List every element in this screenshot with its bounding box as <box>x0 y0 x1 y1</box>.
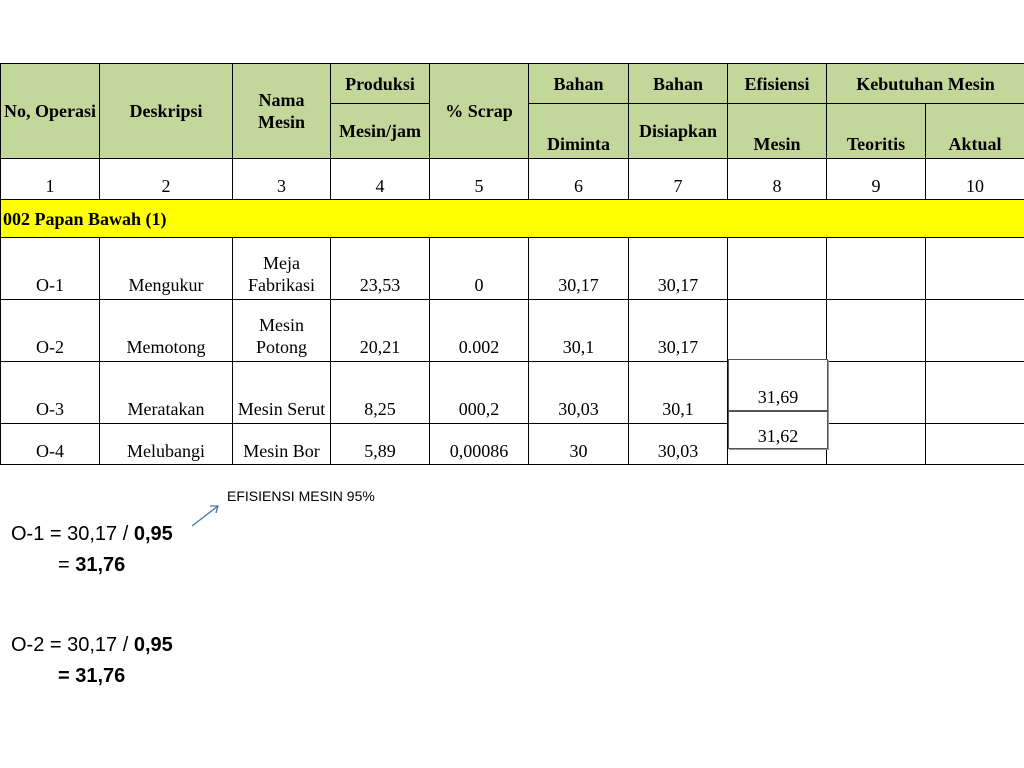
table-row <box>1 424 1024 465</box>
cell-mesin: Mesin Potong <box>233 300 331 362</box>
cell-deskripsi: Mengukur <box>100 238 233 300</box>
cell-aktual <box>926 238 1024 300</box>
column-number: 8 <box>728 159 827 200</box>
cell-diminta: 30,03 <box>529 362 629 424</box>
cell-scrap: 0 <box>430 238 529 300</box>
section-title: 002 Papan Bawah (1) <box>1 200 1024 238</box>
cell-mesin: Meja Fabrikasi <box>233 238 331 300</box>
cell-scrap: 000,2 <box>430 362 529 424</box>
column-number: 2 <box>100 159 233 200</box>
cell-teoritis <box>827 362 926 424</box>
column-number: 4 <box>331 159 430 200</box>
cell-scrap: 0.002 <box>430 300 529 362</box>
column-number: 6 <box>529 159 629 200</box>
header-mesin: Mesin <box>728 104 827 159</box>
efisiensi-label: EFISIENSI MESIN 95% <box>227 488 375 504</box>
column-number: 7 <box>629 159 728 200</box>
efisiensi-overlay-box-2 <box>728 411 828 449</box>
cell-disiapkan: 30,17 <box>629 238 728 300</box>
calc-o1-result: 31,76 <box>75 554 126 576</box>
cell-teoritis <box>827 300 926 362</box>
column-number: 10 <box>926 159 1024 200</box>
header-deskripsi: Deskripsi <box>100 64 233 159</box>
calc-o2-result: = 31,76 <box>58 665 126 687</box>
cell-teoritis <box>827 424 926 465</box>
header-bahan-2: Bahan <box>629 64 728 104</box>
calc-o1-expression: O-1 = 30,17 / <box>11 523 134 545</box>
header-kebutuhan-mesin: Kebutuhan Mesin <box>827 64 1024 104</box>
cell-efisiensi <box>728 238 827 300</box>
efisiensi-overlay-value-2: 31,62 <box>757 426 799 446</box>
cell-disiapkan: 30,03 <box>629 424 728 465</box>
header-bahan-1: Bahan <box>529 64 629 104</box>
cell-diminta: 30,1 <box>529 300 629 362</box>
cell-disiapkan: 30,17 <box>629 300 728 362</box>
cell-diminta: 30 <box>529 424 629 465</box>
efisiensi-overlay-value-1: 31,69 <box>757 387 799 407</box>
column-number: 3 <box>233 159 331 200</box>
cell-no: O-1 <box>1 238 100 300</box>
column-number: 1 <box>1 159 100 200</box>
cell-scrap: 0,00086 <box>430 424 529 465</box>
section-row <box>1 200 1024 238</box>
table-row <box>1 300 1024 362</box>
header-produksi: Produksi <box>331 64 430 104</box>
column-number: 5 <box>430 159 529 200</box>
cell-diminta: 30,17 <box>529 238 629 300</box>
calc-o2-divisor: 0,95 <box>133 634 173 656</box>
cell-aktual <box>926 424 1024 465</box>
table-row <box>1 362 1024 424</box>
cell-no: O-3 <box>1 362 100 424</box>
cell-produksi: 23,53 <box>331 238 430 300</box>
header-no-operasi: No, Operasi <box>1 64 100 159</box>
column-number: 9 <box>827 159 926 200</box>
cell-mesin: Mesin Bor <box>233 424 331 465</box>
header-efisiensi: Efisiensi <box>728 64 827 104</box>
header-row-top <box>1 64 1024 104</box>
cell-deskripsi: Meratakan <box>100 362 233 424</box>
calc-o2-line2 <box>58 665 125 688</box>
header-diminta: Diminta <box>529 104 629 159</box>
calc-o2-expression: O-2 = 30,17 / <box>11 634 134 656</box>
cell-disiapkan: 30,1 <box>629 362 728 424</box>
header-disiapkan: Disiapkan <box>629 104 728 159</box>
cell-no: O-4 <box>1 424 100 465</box>
arrow-icon <box>188 500 228 530</box>
cell-efisiensi <box>728 300 827 362</box>
header-mesin-jam: Mesin/jam <box>331 104 430 159</box>
cell-teoritis <box>827 238 926 300</box>
table-row <box>1 238 1024 300</box>
cell-aktual <box>926 362 1024 424</box>
calc-o1-divisor: 0,95 <box>133 523 173 545</box>
calc-o1-equals: = <box>58 554 76 576</box>
cell-produksi: 20,21 <box>331 300 430 362</box>
header-teoritis: Teoritis <box>827 104 926 159</box>
calc-o1-line1 <box>11 523 173 546</box>
cell-no: O-2 <box>1 300 100 362</box>
header-aktual: Aktual <box>926 104 1024 159</box>
cell-deskripsi: Memotong <box>100 300 233 362</box>
cell-produksi: 5,89 <box>331 424 430 465</box>
column-number-row <box>1 159 1024 200</box>
calc-o2-line1 <box>11 634 173 657</box>
operations-table <box>0 63 1024 465</box>
header-nama-mesin: Nama Mesin <box>233 64 331 159</box>
cell-mesin: Mesin Serut <box>233 362 331 424</box>
cell-produksi: 8,25 <box>331 362 430 424</box>
cell-aktual <box>926 300 1024 362</box>
header-scrap: % Scrap <box>430 64 529 159</box>
efisiensi-overlay-box-1 <box>728 359 828 411</box>
calc-o1-line2 <box>58 554 125 577</box>
cell-deskripsi: Melubangi <box>100 424 233 465</box>
